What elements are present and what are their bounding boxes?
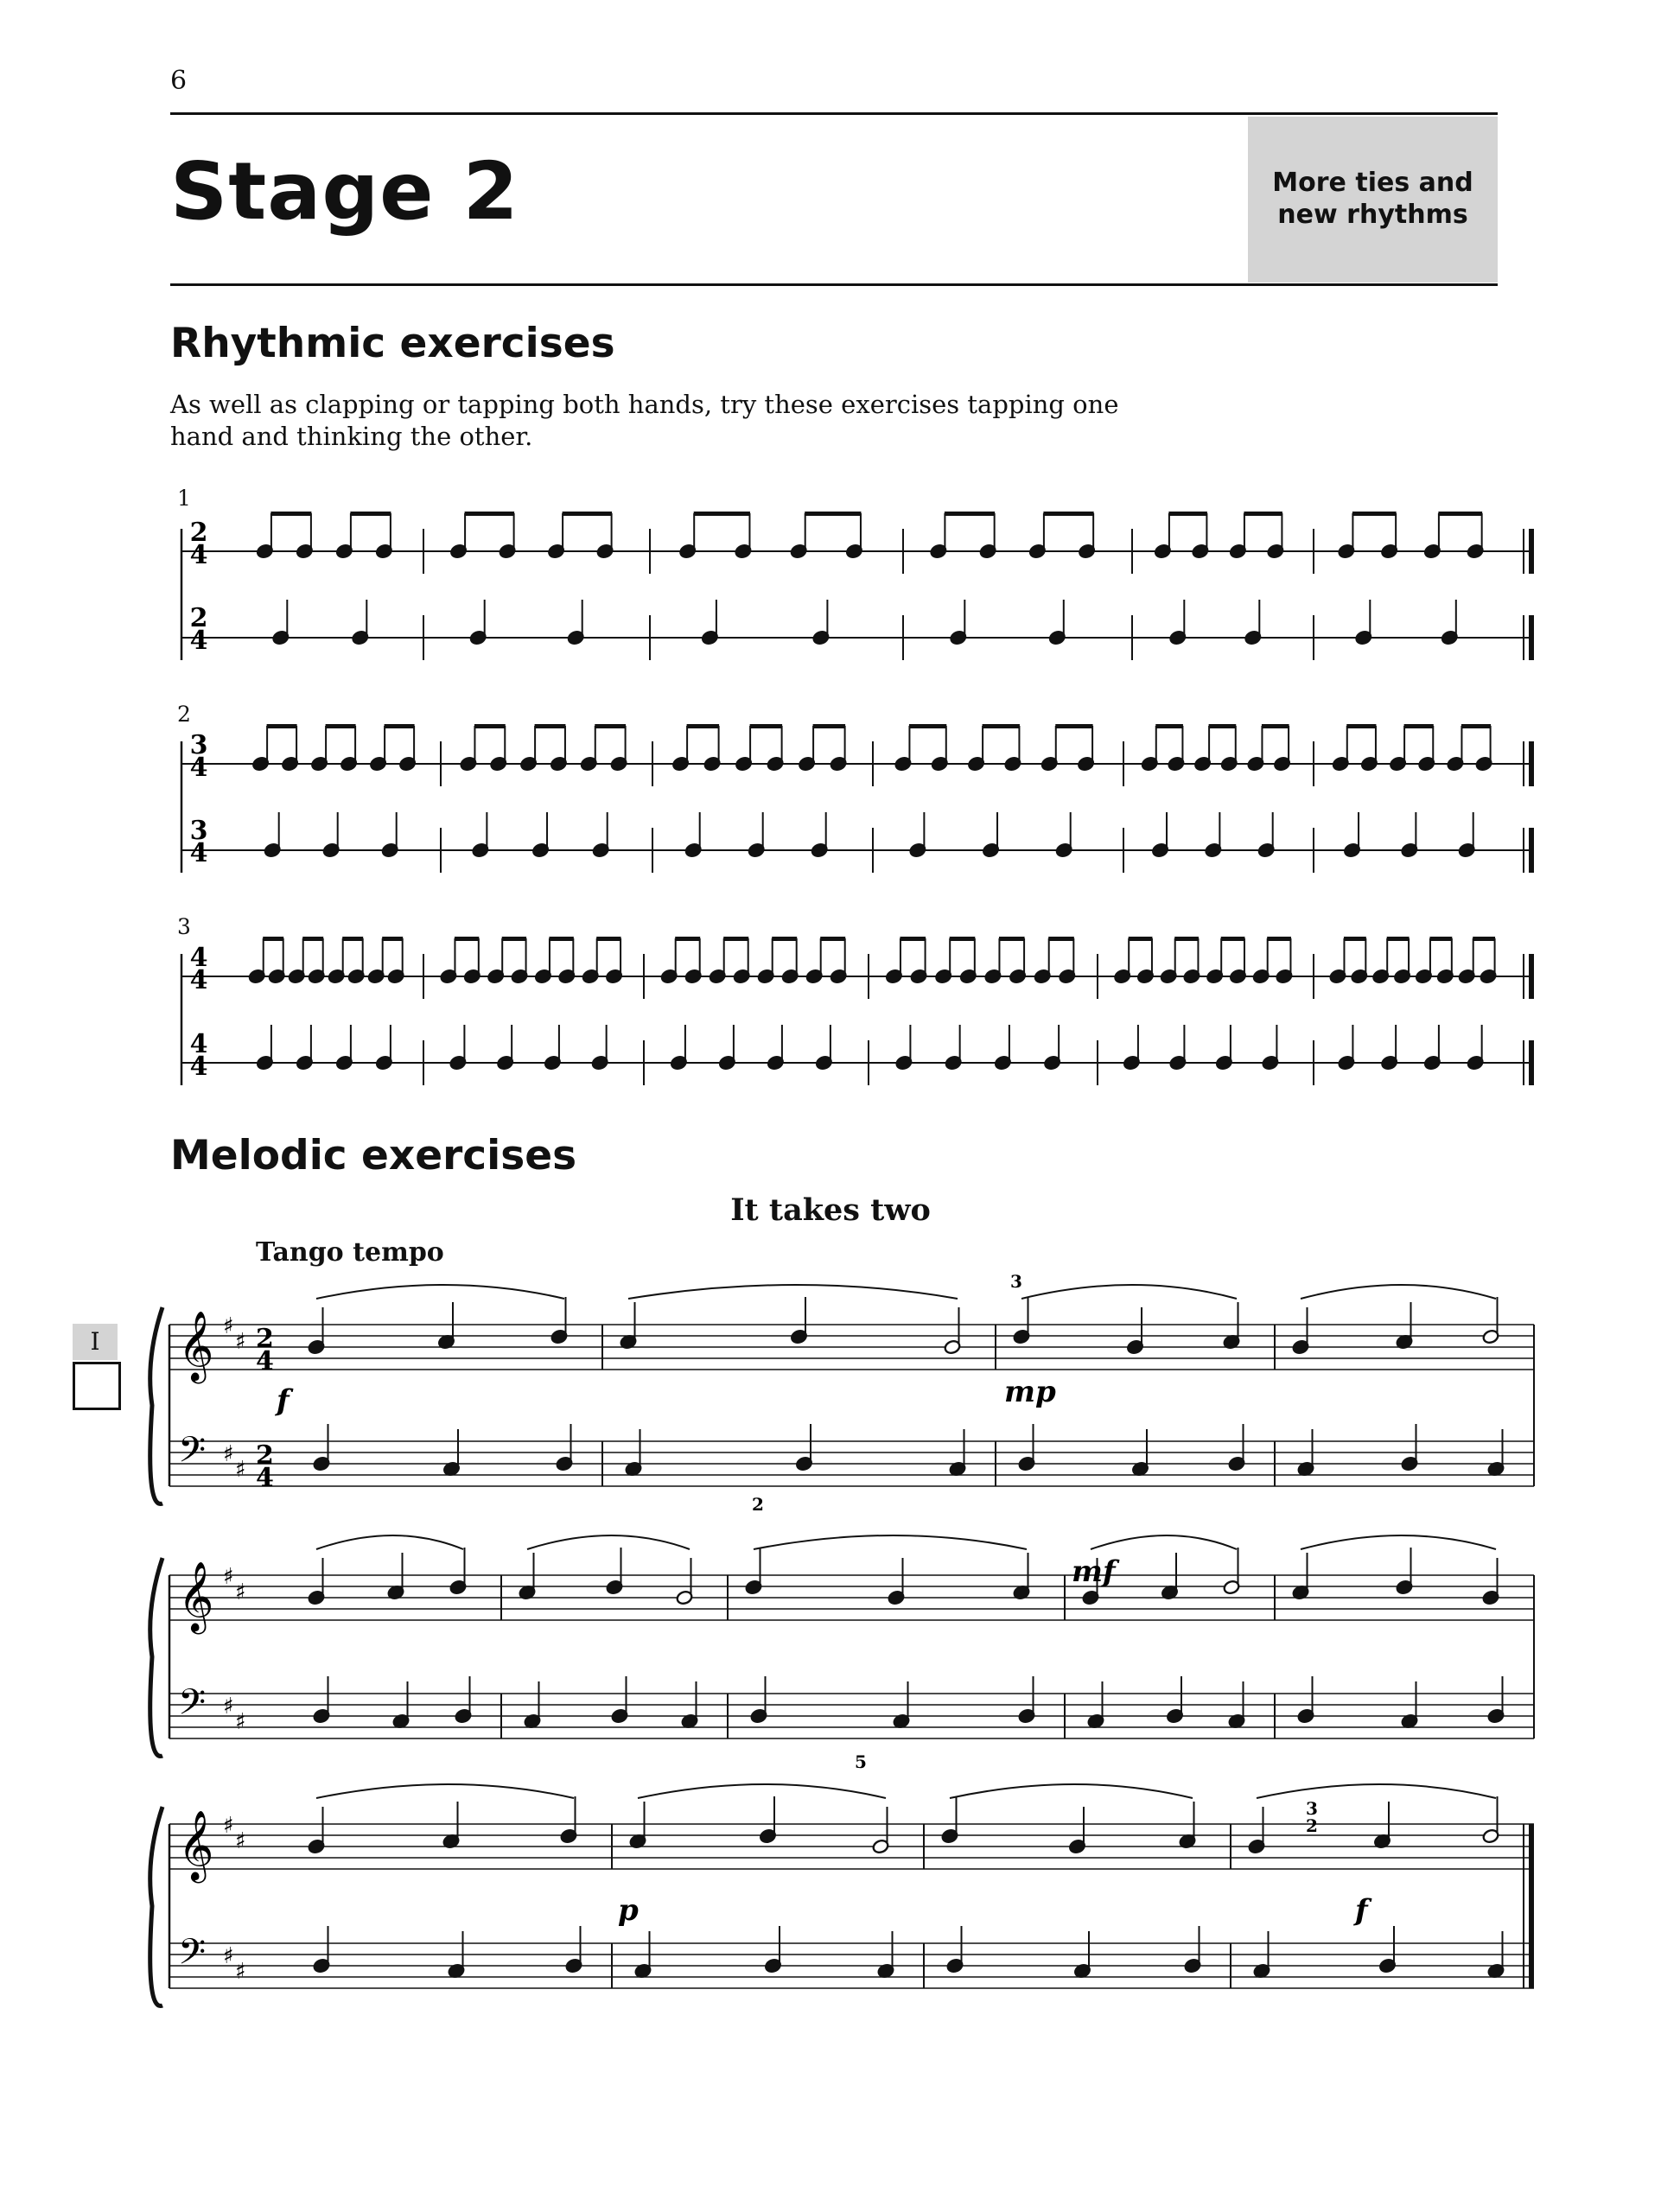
note-beam (1346, 724, 1376, 728)
slur (1021, 1285, 1237, 1299)
note-beam (1055, 724, 1092, 728)
ts-1-lower-num: 2 (189, 603, 208, 633)
note-beam (1221, 937, 1245, 941)
fingering: 5 (855, 1751, 867, 1772)
slur (638, 1784, 886, 1798)
final-barline-thick (1529, 1824, 1534, 1988)
dynamic-f-end: f (1355, 1893, 1368, 1928)
note-beam (385, 724, 415, 728)
note-beam (1129, 937, 1153, 941)
note-beam (267, 724, 297, 728)
key-signature-sharp: ♯ (223, 1943, 234, 1969)
note-beam (820, 937, 845, 941)
ts-1-lower-den: 4 (189, 626, 208, 656)
note-beam (1043, 512, 1093, 516)
note-beam (950, 937, 976, 941)
note-beam (549, 937, 573, 941)
note-beam (983, 724, 1020, 728)
final-barline-thick (1529, 529, 1534, 574)
system-brace (150, 1807, 162, 2005)
note-beam (535, 724, 566, 728)
exam-label: I (73, 1324, 118, 1360)
ts-3-lower-den: 4 (189, 1052, 208, 1082)
ts-1-upper-num: 2 (189, 518, 208, 548)
note-beam (263, 937, 283, 941)
note-beam (465, 512, 515, 516)
note-beam (302, 937, 323, 941)
slur (1257, 1784, 1496, 1798)
note-beam (723, 937, 748, 941)
note-beam (772, 937, 797, 941)
slur (316, 1535, 463, 1549)
page-title: Stage 2 (170, 145, 519, 238)
note-beam (900, 937, 926, 941)
dynamic-f: f (277, 1383, 290, 1418)
tempo-marking: Tango tempo (256, 1237, 444, 1268)
time-signature-num: 2 (256, 1440, 274, 1471)
system-brace (150, 1307, 162, 1503)
note-beam (1387, 937, 1410, 941)
note-beam (1473, 937, 1495, 941)
key-signature-sharp: ♯ (235, 1580, 246, 1605)
note-beam (813, 724, 846, 728)
note-beam (675, 937, 700, 941)
final-barline-thick (1529, 615, 1534, 660)
note-beam (687, 724, 720, 728)
note-beam (326, 724, 356, 728)
note-beam (1174, 937, 1199, 941)
key-signature-sharp: ♯ (235, 1959, 246, 1985)
final-barline-thick (1529, 741, 1534, 786)
note-beam (596, 937, 620, 941)
ts-2-lower-den: 4 (189, 838, 208, 868)
ts-3-lower-num: 4 (189, 1029, 208, 1059)
note-beam (999, 937, 1025, 941)
slur (754, 1535, 1027, 1549)
key-signature-sharp: ♯ (235, 1329, 246, 1355)
note-beam (502, 937, 526, 941)
note-beam (1438, 512, 1482, 516)
fingering: 3 (1010, 1271, 1022, 1292)
piano-system-2 (150, 1535, 1534, 1756)
ts-1-upper-den: 4 (189, 540, 208, 570)
fingering: 2 (752, 1494, 764, 1515)
key-signature-sharp: ♯ (235, 1828, 246, 1854)
key-signature-sharp: ♯ (235, 1709, 246, 1735)
melodic-heading: Melodic exercises (170, 1132, 577, 1179)
rhythm-system-2 (181, 724, 1534, 873)
note-beam (474, 724, 506, 728)
note-beam (1461, 724, 1491, 728)
slur (1301, 1535, 1496, 1549)
note-beam (342, 937, 363, 941)
note-beam (1404, 724, 1434, 728)
piece-title: It takes two (730, 1192, 931, 1228)
slur (950, 1784, 1193, 1798)
instructions-text: As well as clapping or tapping both hands, try these exercises tapping one hand and thinking the other. (170, 390, 1119, 451)
ts-2-upper-den: 4 (189, 753, 208, 783)
note-beam (1048, 937, 1074, 941)
note-beam (1344, 937, 1366, 941)
note-beam (1209, 724, 1237, 728)
bass-clef-icon: 𝄢 (178, 1931, 207, 1981)
note-beam (382, 937, 403, 941)
slur (527, 1535, 690, 1549)
treble-clef-icon: 𝄞 (178, 1809, 214, 1880)
dynamic-mf: mf (1072, 1554, 1116, 1589)
bass-clef-icon: 𝄢 (178, 1681, 207, 1732)
final-barline-thick (1529, 954, 1534, 999)
note-beam (945, 512, 995, 516)
exercise-number-3: 3 (177, 914, 191, 939)
slur (1301, 1285, 1496, 1299)
key-signature-sharp: ♯ (223, 1441, 234, 1467)
fingering: 2 (1306, 1815, 1318, 1836)
bass-clef-icon: 𝄢 (178, 1429, 207, 1479)
note-beam (1262, 724, 1289, 728)
key-signature-sharp: ♯ (223, 1813, 234, 1839)
slur (316, 1784, 574, 1798)
piano-systems (150, 1285, 1534, 2005)
note-beam (805, 512, 861, 516)
note-beam (1267, 937, 1291, 941)
note-beam (909, 724, 946, 728)
ts-3-upper-num: 4 (189, 943, 208, 973)
ts-2-lower-num: 3 (189, 816, 208, 846)
note-beam (1155, 724, 1183, 728)
ts-3-upper-den: 4 (189, 965, 208, 995)
time-signature-den: 4 (256, 1463, 274, 1493)
rhythm-system-1 (181, 512, 1534, 660)
rhythm-system-3 (181, 937, 1534, 1085)
note-beam (350, 512, 391, 516)
rhythmic-heading: Rhythmic exercises (170, 320, 615, 367)
final-barline-thick (1529, 1040, 1534, 1085)
key-signature-sharp: ♯ (223, 1564, 234, 1590)
note-beam (1168, 512, 1207, 516)
slur (628, 1285, 958, 1299)
treble-clef-icon: 𝄞 (178, 1310, 214, 1381)
note-beam (750, 724, 783, 728)
time-signature-num: 2 (256, 1324, 274, 1354)
rhythm-systems (181, 512, 1534, 1085)
slur (1091, 1535, 1237, 1549)
note-beam (270, 512, 311, 516)
note-beam (1352, 512, 1397, 516)
dynamic-p: p (618, 1893, 639, 1928)
topic-text: More ties and new rhythms (1272, 168, 1473, 230)
note-beam (563, 512, 613, 516)
treble-clef-icon: 𝄞 (178, 1560, 214, 1631)
note-beam (1244, 512, 1282, 516)
note-beam (1429, 937, 1452, 941)
note-beam (694, 512, 750, 516)
note-beam (595, 724, 626, 728)
key-signature-sharp: ♯ (223, 1313, 234, 1339)
key-signature-sharp: ♯ (223, 1694, 234, 1719)
ts-2-upper-num: 3 (189, 730, 208, 760)
dynamic-mp: mp (1004, 1375, 1056, 1409)
note-beam (455, 937, 479, 941)
slur (316, 1285, 564, 1299)
time-signature-den: 4 (256, 1346, 274, 1376)
fingering: 3 (1306, 1798, 1318, 1819)
key-signature-sharp: ♯ (235, 1457, 246, 1483)
piano-system-1 (150, 1285, 1534, 1503)
exercise-number-1: 1 (177, 486, 191, 511)
page-number: 6 (170, 66, 188, 96)
exercise-number-2: 2 (177, 702, 191, 727)
system-brace (150, 1558, 162, 1756)
final-barline-thick (1529, 828, 1534, 873)
piano-system-3 (150, 1784, 1534, 2005)
